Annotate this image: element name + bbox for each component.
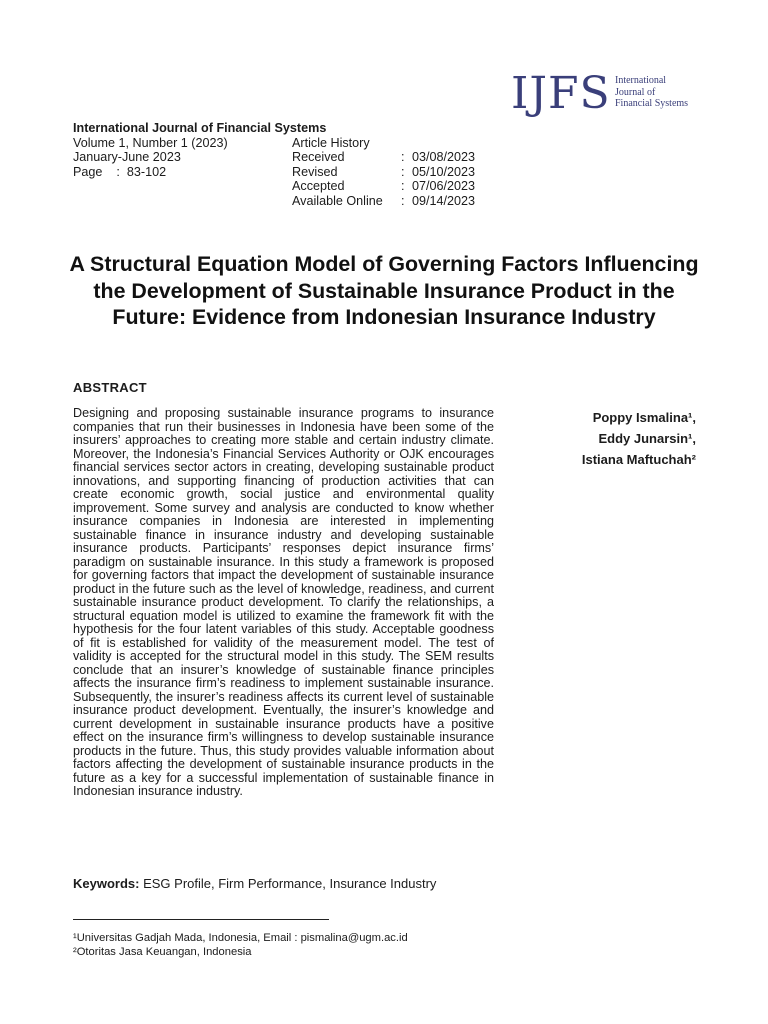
abstract-body: Designing and proposing sustainable insurance programs to insurance companies that run their businesses in Indonesia have been some of the insurers’ approaches to creating more stable and certain industry climate. Moreover, the Indonesia’s Financial Services Authority or OJK encourages financial services sector actors in creating, developing sustainable product innovations, and supporting financing of production activities that can create economic growth, social justice and environmental quality improvement. Some survey and analysis are conducted to know whether insurance companies in Indonesia are interested in implementing sustainable finance in insurance industry and developing sustainable insurance products. Participants’ responses depict insurance firms’ paradigm on sustainable insurance. In this study a framework is proposed for governing factors that impact the development of sustainable insurance product in the future such as the level of knowledge, readiness, and current sustainable insurance product development. To clarify the relationships, a structural equation model is utilized to examine the framework fit with the hypothesis for the four latent variables of this study. Acceptable goodness of fit is established for validity of the measurement model. The test of validity is accepted for the structural model in this study. The SEM results conclude that an insurer’s knowledge of sustainable finance principles affects the insurance firm’s readiness to implement sustainable insurance. Subsequently, the insurer’s readiness affects its current level of sustainable insurance product development. Eventually, the insurer’s knowledge and current development in sustainable insurance products have a positive effect on the insurance firm’s willingness to develop sustainable insurance products in the future. Thus, this study provides valuable information about factors affecting the development of sustainable insurance products in the future as a key for a successful implementation of sustainable finance in Indonesian insurance industry. <box>73 406 494 798</box>
footnotes <box>73 931 408 959</box>
history-colon: : <box>401 164 405 179</box>
logo-subtitle <box>615 75 688 110</box>
footnote-affiliation: ¹Universitas Gadjah Mada, Indonesia, Email : pismalina@ugm.ac.id <box>73 932 408 944</box>
article-title: A Structural Equation Model of Governing Factors Influencing the Development of Sustainable Insurance Product in the Future: Evidence from Indonesian Insurance Industry <box>69 252 699 329</box>
keywords <box>73 876 436 891</box>
history-label: Revised <box>292 164 338 179</box>
journal-name: International Journal of Financial Systems <box>73 121 327 135</box>
history-colon: : <box>401 193 405 208</box>
abstract-heading: ABSTRACT <box>73 380 147 395</box>
history-colon: : <box>401 150 405 165</box>
author-list <box>510 407 696 470</box>
history-label: Received <box>292 150 345 165</box>
author-name: Istiana Maftuchah² <box>581 452 696 467</box>
author-name: Poppy Ismalina¹, <box>592 410 696 425</box>
logo-subtitle-line: International <box>615 75 667 86</box>
keywords-label: Keywords: <box>73 876 140 891</box>
journal-logo <box>511 66 711 122</box>
article-history <box>292 136 532 209</box>
history-row-revised <box>292 165 532 180</box>
footnote-divider <box>73 919 329 920</box>
logo-subtitle-line: Journal of <box>615 86 656 98</box>
keywords-value: ESG Profile, Firm Performance, Insurance Industry <box>143 876 437 891</box>
volume-info: Volume 1, Number 1 (2023) <box>73 135 228 150</box>
history-date: 03/08/2023 <box>412 150 476 165</box>
footnote-affiliation: ²Otoritas Jasa Keuangan, Indonesia <box>73 946 252 958</box>
history-date: 05/10/2023 <box>412 164 476 179</box>
issue-info <box>73 136 288 180</box>
history-date: 09/14/2023 <box>412 193 476 208</box>
history-row-received <box>292 150 532 165</box>
page-range: Page : 83-102 <box>73 164 167 179</box>
journal-meta <box>73 121 476 208</box>
author-name: Eddy Junarsin¹, <box>598 431 696 446</box>
history-date: 07/06/2023 <box>412 179 476 194</box>
history-row-accepted <box>292 179 532 194</box>
history-label: Accepted <box>292 179 345 194</box>
history-label: Available Online <box>292 193 383 208</box>
logo-subtitle-line: Financial Systems <box>615 98 689 109</box>
issue-period: January-June 2023 <box>73 150 181 165</box>
history-row-available-online <box>292 194 532 209</box>
article-history-heading: Article History <box>292 135 370 150</box>
history-colon: : <box>401 179 405 194</box>
logo-mark: IJFS <box>511 68 611 119</box>
